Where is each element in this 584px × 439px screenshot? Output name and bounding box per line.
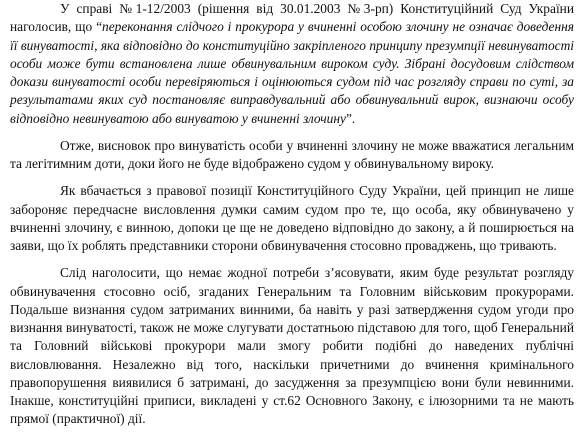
paragraph-1	[10, 0, 574, 128]
paragraph-2-text: Отже, висновок про винуватість особи у вчиненні злочину не може вважатися легальним та легітимним доти, доки його не буде відображено судом у обвинувальному вироку.	[10, 137, 574, 171]
paragraph-3	[10, 182, 574, 255]
paragraph-1-quote: переконання слідчого і прокурора у вчиненні особою злочину не означає доведення її винуватості, яка відповідно до конституційно закріпленого принципу презумпції невинуватості особи може бути встановлена лише обвинувальним вироком суду. Зібрані досудовим слідством докази винуватості особи перевіряються і оцінюються судом під час розгляду справи по суті, за результатами яких суд постановляє виправдувальний або обвинувальний вирок, визнаючи особу відповідно невинуватою або винуватою у вчиненні злочину	[10, 19, 574, 126]
paragraph-1-text-2: ”.	[345, 110, 356, 126]
paragraph-4-text: Слід наголосити, що немає жодної потреби з’ясовувати, яким буде результат розгляду обвинувачення стосовно осіб, згаданих Генеральним та Головним військовим прокурорами. Подальше визнання судом затриманих винними, ба навіть у разі затвердження судом угоди про визнання винуватості, також не може слугувати достатньою підставою для того, щоб Генеральний та Головний військові прокурори мали змогу робити подібні до наведених публічні висловлювання. Незалежно від того, наскільки причетними до вчинення кримінального правопорушення виявилися б затримані, до засудження за презумпцією вони були невинними. Інакше, конституційні приписи, викладені у ст.62 Основного Закону, є ілюзорними та не мають прямої (практичної) дії.	[10, 265, 574, 427]
paragraph-1-text-1: У справі №1-12/2003 (рішення від 30.01.2003 №3-рп) Конституційний Суд України наголосив, що “	[10, 1, 574, 35]
paragraph-4	[10, 264, 574, 428]
paragraph-2	[10, 137, 574, 174]
paragraph-3-text: Як вбачається з правової позиції Конституційного Суду України, цей принцип не лише забороняє передчасне висловлення думки самим судом про те, що особа, яку обвинувачено у вчиненні злочину, є винною, допоки це ще не доведено відповідно до закону, а й поширюється на заяви, що їх роблять представники сторони обвинувачення стосовно проваджень, що тривають.	[10, 183, 574, 253]
